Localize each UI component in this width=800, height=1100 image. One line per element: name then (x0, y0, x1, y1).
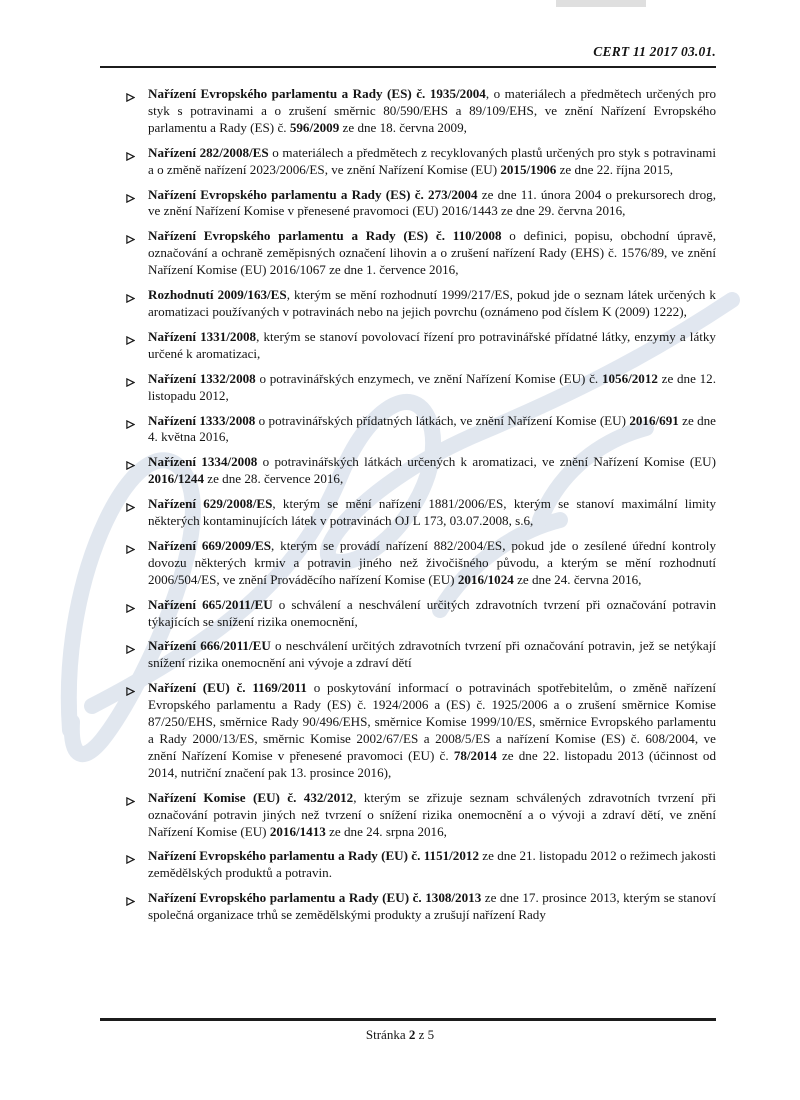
list-item-text: Nařízení (EU) č. 1169/2011 o poskytování informací o potravinách spotřebitelům, o změně nařízení Evropského parlamentu a Rady (ES) č. 1924/2006 a (ES) č. 1925/2006 a o zrušení směrnice Komise 87/250/EHS, směrnice Rady 90/496/EHS, směrnice Komise 1999/10/ES, směrnice Evropského parlamentu a Rady 2000/13/ES, směrnic Komise 2002/67/ES a 2008/5/ES a nařízení Komise (ES) č. 608/2004, ve znění Nařízení Komise v přenesené pravomoci (EU) č. 78/2014 ze dne 22. listopadu 2013 (účinnost od 2014, nutriční značení pak 13. prosince 2016), (148, 680, 716, 780)
list-item (126, 597, 716, 631)
arrow-bullet-icon (126, 454, 148, 488)
list-item-text: Nařízení 666/2011/EU o neschválení určitých zdravotních tvrzení při označování potravin, jež se netýkají snížení rizika onemocnění ani vývoje a zdraví dětí (148, 638, 716, 671)
arrow-bullet-icon (126, 413, 148, 447)
footer-total-pages: 5 (427, 1027, 435, 1042)
list-item-text: Nařízení Komise (EU) č. 432/2012, kterým se zřizuje seznam schválených zdravotních tvrzení při označování potravin jiných než tvrzení o snížení rizika onemocnění a o vývoji a zdraví dětí, ve znění Nařízení Komise (EU) 2016/1413 ze dne 24. srpna 2016, (148, 789, 716, 839)
list-item (126, 371, 716, 405)
scan-artifact (556, 0, 646, 7)
list-item (126, 145, 716, 179)
arrow-bullet-icon (126, 329, 148, 363)
list-item (126, 187, 716, 221)
list-item (126, 86, 716, 137)
list-item (126, 638, 716, 672)
list-item-text: Nařízení Evropského parlamentu a Rady (EU) č. 1151/2012 ze dne 21. listopadu 2012 o režimech jakosti zemědělských produktů a potravin. (148, 848, 716, 881)
arrow-bullet-icon (126, 890, 148, 924)
list-item-text: Nařízení 1332/2008 o potravinářských enzymech, ve znění Nařízení Komise (EU) č. 1056/2012 ze dne 12. listopadu 2012, (148, 370, 716, 403)
footer-conjunction: z (418, 1027, 425, 1042)
footer-prefix: Stránka (365, 1027, 406, 1042)
list-item (126, 413, 716, 447)
list-item-text: Nařízení 1331/2008, kterým se stanoví povolovací řízení pro potravinářské přídatné látky, enzymy a látky určené k aromatizaci, (148, 328, 716, 361)
arrow-bullet-icon (126, 496, 148, 530)
list-item (126, 454, 716, 488)
document-code: CERT 11 2017 03.01. (593, 44, 716, 59)
list-item-text: Nařízení Evropského parlamentu a Rady (ES) č. 1935/2004, o materiálech a předmětech určených pro styk s potravinami a o zrušení směrnic 80/590/EHS a 89/109/EHS, ve znění Nařízení Evropského parlamentu a Rady (ES) č. 596/2009 ze dne 18. června 2009, (148, 86, 716, 135)
list-item (126, 329, 716, 363)
arrow-bullet-icon (126, 597, 148, 631)
list-item-text: Nařízení 665/2011/EU o schválení a neschválení určitých zdravotních tvrzení při označování potravin týkajících se snížení rizika onemocnění, (148, 596, 716, 629)
list-item-text: Nařízení 669/2009/ES, kterým se provádí nařízení 882/2004/ES, pokud jde o zesílené úřední kontroly dovozu některých krmiv a potravin jiného než živočišného původu, a kterým se mění rozhodnutí 2006/504/ES, ve znění Prováděcího nařízení Komise (EU) 2016/1024 ze dne 24. června 2016, (148, 537, 716, 587)
list-item-text: Nařízení Evropského parlamentu a Rady (ES) č. 273/2004 ze dne 11. února 2004 o prekursorech drog, ve znění Nařízení Komise v přenesené pravomoci (EU) 2016/1443 ze dne 29. června 2016, (148, 186, 716, 219)
list-item (126, 538, 716, 589)
footer-rule (100, 1018, 716, 1021)
list-item (126, 890, 716, 924)
arrow-bullet-icon (126, 145, 148, 179)
list-item (126, 228, 716, 279)
list-item-text: Nařízení 1334/2008 o potravinářských látkách určených k aromatizaci, ve znění Nařízení Komise (EU) 2016/1244 ze dne 28. července 2016, (148, 454, 716, 487)
list-item-text: Nařízení 629/2008/ES, kterým se mění nařízení 1881/2006/ES, kterým se stanoví maximální limity některých kontaminujících látek v potravinách OJ L 173, 03.07.2008, s.6, (148, 496, 716, 529)
arrow-bullet-icon (126, 848, 148, 882)
list-item (126, 287, 716, 321)
arrow-bullet-icon (126, 680, 148, 781)
list-item-text: Nařízení 282/2008/ES o materiálech a předmětech z recyklovaných plastů určených pro styk s potravinami a o změně nařízení 2023/2006/ES, ve znění Nařízení Komise (EU) 2015/1906 ze dne 22. října 2015, (148, 144, 716, 177)
list-item (126, 848, 716, 882)
arrow-bullet-icon (126, 538, 148, 589)
arrow-bullet-icon (126, 228, 148, 279)
arrow-bullet-icon (126, 371, 148, 405)
arrow-bullet-icon (126, 187, 148, 221)
list-item-text: Nařízení Evropského parlamentu a Rady (EU) č. 1308/2013 ze dne 17. prosince 2013, kterým se stanoví společná organizace trhů se zemědělskými produkty a zrušují nařízení Rady (148, 890, 716, 923)
arrow-bullet-icon (126, 287, 148, 321)
list-item-text: Rozhodnutí 2009/163/ES, kterým se mění rozhodnutí 1999/217/ES, pokud jde o seznam látek určených k aromatizaci používaných v potravinách nebo na jejich povrchu (oznámeno pod číslem K (2009) 1222), (148, 287, 716, 319)
list-item (126, 680, 716, 781)
regulation-list (126, 86, 716, 1014)
list-item (126, 496, 716, 530)
list-item-text: Nařízení 1333/2008 o potravinářských přídatných látkách, ve znění Nařízení Komise (EU) 2016/691 ze dne 4. května 2016, (148, 412, 716, 445)
arrow-bullet-icon (126, 790, 148, 841)
page-number-label (0, 1027, 800, 1043)
arrow-bullet-icon (126, 638, 148, 672)
list-item (126, 790, 716, 841)
list-item-text: Nařízení Evropského parlamentu a Rady (ES) č. 110/2008 o definici, popisu, obchodní úpravě, označování a ochraně zeměpisných označení lihovin a o zrušení nařízení Rady (EHS) č. 1576/89, ve znění Nařízení Komise (EU) 2016/1067 ze dne 1. července 2016, (148, 228, 716, 278)
header-rule (100, 66, 716, 68)
footer-page-number: 2 (408, 1027, 416, 1042)
arrow-bullet-icon (126, 86, 148, 137)
